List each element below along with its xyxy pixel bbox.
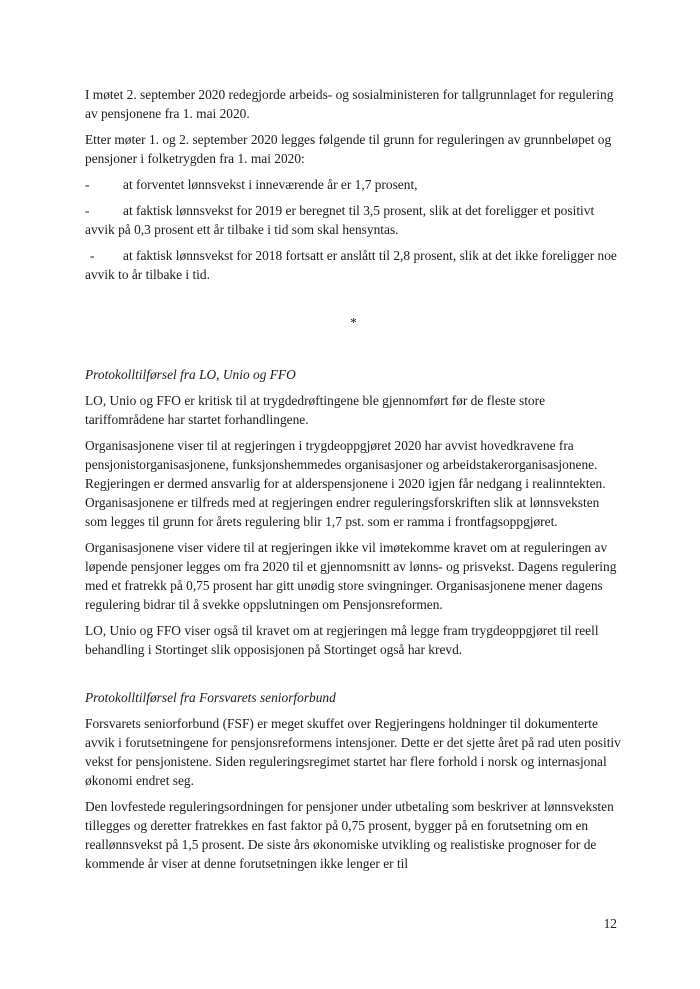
bullet-item-wage-growth-2018 <box>85 246 622 284</box>
page-number: 12 <box>603 916 617 931</box>
section-heading-fsf: Protokolltilførsel fra Forsvarets seniorforbund <box>85 690 336 705</box>
bullet-item-wage-growth-2019 <box>85 201 622 239</box>
paragraph-lo-1: LO, Unio og FFO er kritisk til at trygdedrøftingene ble gjennomført før de fleste store tariffområdene har startet forhandlingene. <box>85 393 546 427</box>
bullet-text: at forventet lønnsvekst i inneværende år er 1,7 prosent, <box>123 177 418 192</box>
paragraph-fsf-2: Den lovfestede reguleringsordningen for pensjoner under utbetaling som beskriver at lønnsveksten tillegges og deretter fratrekkes en fast faktor på 0,75 prosent, bygger på en forutsetning om en reallønnsvekst på 1,5 prosent. De siste års økonomiske utvikling og realistiske prognoser for de kommende år viser at denne forutsetningen ikke lenger er til <box>85 799 614 871</box>
paragraph-lo-3: Organisasjonene viser videre til at regjeringen ikke vil imøtekomme kravet om at reguleringen av løpende pensjoner legges om fra 2020 til et gjennomsnitt av lønns- og prisvekst. Dagens regulering med et fratrekk på 0,75 prosent har gitt unødig store svingninger. Organisasjonene mener dagens regulering bidrar til å svekke oppslutningen om Pensjonsreformen. <box>85 540 617 612</box>
text-column <box>85 85 622 880</box>
dash-marker: - <box>85 177 90 192</box>
bullet-text: at faktisk lønnsvekst for 2019 er beregnet til 3,5 prosent, slik at det foreligger et positivt avvik på 0,3 prosent ett år tilbake i tid som skal hensyntas. <box>85 203 595 237</box>
paragraph-intro-1: I møtet 2. september 2020 redegjorde arbeids- og sosialministeren for tallgrunnlaget for regulering av pensjonene fra 1. mai 2020. <box>85 87 614 121</box>
dash-marker: - <box>85 203 90 218</box>
paragraph-lo-2: Organisasjonene viser til at regjeringen i trygdeoppgjøret 2020 har avvist hovedkravene fra pensjonistorganisasjonene, funksjonshemmedes organisasjoner og arbeidstakerorganisasjonene. Regjeringen er dermed ansvarlig for at alderspensjonene i 2020 igjen får nedgang i realinntekten. Organisasjonene er tilfreds med at regjeringen endrer reguleringsforskriften slik at lønnsveksten som legges til grunn for årets regulering blir 1,7 pst. som er ramma i frontfagsoppgjøret. <box>85 438 606 529</box>
bullet-text: at faktisk lønnsvekst for 2018 fortsatt er anslått til 2,8 prosent, slik at det ikke foreligger noe avvik to år tilbake i tid. <box>85 248 617 282</box>
paragraph-intro-2: Etter møter 1. og 2. september 2020 legges følgende til grunn for reguleringen av grunnbeløpet og pensjoner i folketrygden fra 1. mai 2020: <box>85 132 612 166</box>
dash-marker: - <box>90 248 95 263</box>
paragraph-lo-4: LO, Unio og FFO viser også til kravet om at regjeringen må legge fram trygdeoppgjøret til reell behandling i Stortinget slik opposisjonen på Stortinget også har krevd. <box>85 623 599 657</box>
bullet-item-expected-wage-growth <box>85 175 622 194</box>
section-separator-asterisk: * <box>350 315 357 330</box>
section-heading-lo-unio-ffo: Protokolltilførsel fra LO, Unio og FFO <box>85 367 296 382</box>
paragraph-fsf-1: Forsvarets seniorforbund (FSF) er meget skuffet over Regjeringens holdninger til dokumenterte avvik i forutsetningene for pensjonsreformens intensjoner. Dette er det sjette året på rad uten positiv vekst for pensjonistene. Siden reguleringsregimet startet har flere forhold i norsk og internasjonal økonomi endret seg. <box>85 716 621 788</box>
